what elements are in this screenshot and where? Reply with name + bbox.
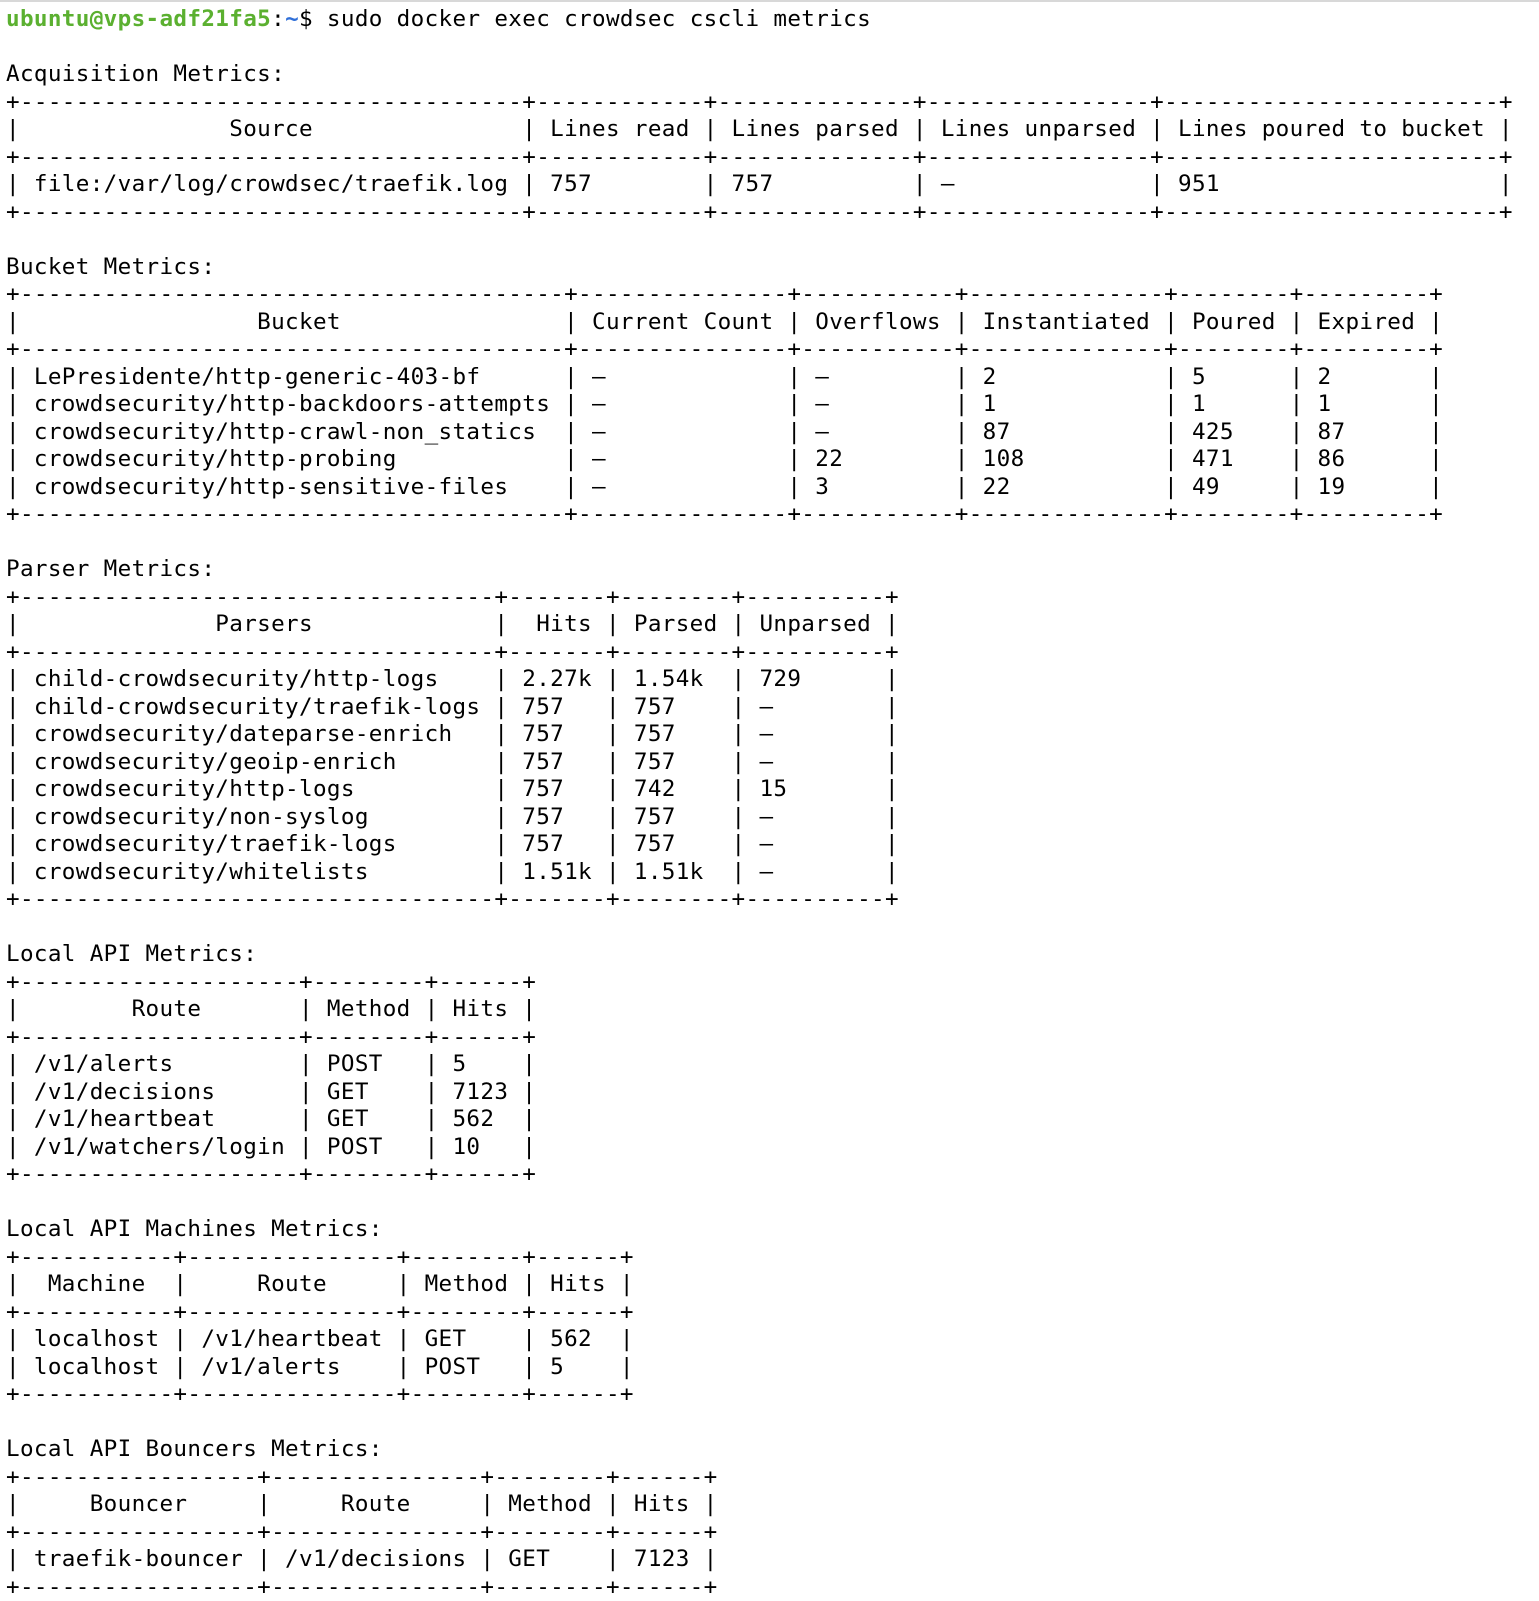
acquisition-metrics-border: +------------------------------------+------------+--------------+----------------+------------------------+ (6, 199, 1513, 227)
bucket-metrics-border: +---------------------------------------+---------------+-----------+--------------+--------+---------+ (6, 501, 1513, 529)
parser-metrics-border: +----------------------------------+-------+--------+----------+ (6, 886, 1513, 914)
acquisition-metrics-title: Acquisition Metrics: (6, 61, 1513, 89)
local-api-machines-metrics-header-row: | Machine | Route | Method | Hits | (6, 1271, 1513, 1299)
local-api-metrics-table-row: | /v1/heartbeat | GET | 562 | (6, 1106, 1513, 1134)
local-api-machines-metrics-table-row: | localhost | /v1/heartbeat | GET | 562 | (6, 1326, 1513, 1354)
prompt-symbol: $ (299, 6, 313, 32)
local-api-machines-metrics-border: +-----------+---------------+--------+------+ (6, 1381, 1513, 1409)
bucket-metrics-border: +---------------------------------------+---------------+-----------+--------------+--------+---------+ (6, 281, 1513, 309)
blank-line (6, 1189, 1513, 1217)
local-api-machines-metrics-table-row: | localhost | /v1/alerts | POST | 5 | (6, 1354, 1513, 1382)
window-top-edge (0, 0, 1539, 2)
local-api-metrics-header-row: | Route | Method | Hits | (6, 996, 1513, 1024)
bucket-metrics-table-row: | crowdsecurity/http-backdoors-attempts | – | – | 1 | 1 | 1 | (6, 391, 1513, 419)
blank-line (6, 1409, 1513, 1437)
bucket-metrics-table-row: | crowdsecurity/http-sensitive-files | – | 3 | 22 | 49 | 19 | (6, 474, 1513, 502)
acquisition-metrics-border: +------------------------------------+------------+--------------+----------------+------------------------+ (6, 144, 1513, 172)
local-api-bouncers-metrics-table-row: | traefik-bouncer | /v1/decisions | GET | 7123 | (6, 1546, 1513, 1574)
prompt-line (6, 6, 1513, 34)
bucket-metrics-table-row: | crowdsecurity/http-probing | – | 22 | 108 | 471 | 86 | (6, 446, 1513, 474)
parser-metrics-table-row: | child-crowdsecurity/traefik-logs | 757 | 757 | – | (6, 694, 1513, 722)
bucket-metrics-table-row: | LePresidente/http-generic-403-bf | – | – | 2 | 5 | 2 | (6, 364, 1513, 392)
blank-line (6, 529, 1513, 557)
parser-metrics-table-row: | crowdsecurity/whitelists | 1.51k | 1.51k | – | (6, 859, 1513, 887)
local-api-metrics-border: +--------------------+--------+------+ (6, 1161, 1513, 1189)
parser-metrics-table-row: | child-crowdsecurity/http-logs | 2.27k | 1.54k | 729 | (6, 666, 1513, 694)
acquisition-metrics-border: +------------------------------------+------------+--------------+----------------+------------------------+ (6, 89, 1513, 117)
parser-metrics-table-row: | crowdsecurity/dateparse-enrich | 757 | 757 | – | (6, 721, 1513, 749)
acquisition-metrics-table-row: | file:/var/log/crowdsec/traefik.log | 757 | 757 | – | 951 | (6, 171, 1513, 199)
bucket-metrics-header-row: | Bucket | Current Count | Overflows | Instantiated | Poured | Expired | (6, 309, 1513, 337)
local-api-bouncers-metrics-border: +-----------------+---------------+--------+------+ (6, 1464, 1513, 1492)
parser-metrics-border: +----------------------------------+-------+--------+----------+ (6, 584, 1513, 612)
prompt-separator: : (271, 6, 285, 32)
local-api-metrics-border: +--------------------+--------+------+ (6, 969, 1513, 997)
prompt-path: ~ (285, 6, 299, 32)
local-api-machines-metrics-border: +-----------+---------------+--------+------+ (6, 1299, 1513, 1327)
blank-line (6, 34, 1513, 62)
bucket-metrics-border: +---------------------------------------+---------------+-----------+--------------+--------+---------+ (6, 336, 1513, 364)
local-api-metrics-table-row: | /v1/decisions | GET | 7123 | (6, 1079, 1513, 1107)
parser-metrics-table-row: | crowdsecurity/http-logs | 757 | 742 | 15 | (6, 776, 1513, 804)
local-api-machines-metrics-border: +-----------+---------------+--------+------+ (6, 1244, 1513, 1272)
parser-metrics-header-row: | Parsers | Hits | Parsed | Unparsed | (6, 611, 1513, 639)
acquisition-metrics-header-row: | Source | Lines read | Lines parsed | Lines unparsed | Lines poured to bucket | (6, 116, 1513, 144)
bucket-metrics-title: Bucket Metrics: (6, 254, 1513, 282)
parser-metrics-border: +----------------------------------+-------+--------+----------+ (6, 639, 1513, 667)
local-api-metrics-table-row: | /v1/watchers/login | POST | 10 | (6, 1134, 1513, 1162)
command-text: sudo docker exec crowdsec cscli metrics (327, 6, 871, 32)
blank-line (6, 914, 1513, 942)
terminal-output[interactable] (6, 6, 1513, 1601)
local-api-bouncers-metrics-header-row: | Bouncer | Route | Method | Hits | (6, 1491, 1513, 1519)
blank-line (6, 226, 1513, 254)
parser-metrics-table-row: | crowdsecurity/traefik-logs | 757 | 757 | – | (6, 831, 1513, 859)
local-api-machines-metrics-title: Local API Machines Metrics: (6, 1216, 1513, 1244)
local-api-bouncers-metrics-border: +-----------------+---------------+--------+------+ (6, 1519, 1513, 1547)
parser-metrics-table-row: | crowdsecurity/geoip-enrich | 757 | 757 | – | (6, 749, 1513, 777)
local-api-metrics-border: +--------------------+--------+------+ (6, 1024, 1513, 1052)
local-api-metrics-table-row: | /v1/alerts | POST | 5 | (6, 1051, 1513, 1079)
local-api-bouncers-metrics-border: +-----------------+---------------+--------+------+ (6, 1574, 1513, 1601)
bucket-metrics-table-row: | crowdsecurity/http-crawl-non_statics | – | – | 87 | 425 | 87 | (6, 419, 1513, 447)
parser-metrics-table-row: | crowdsecurity/non-syslog | 757 | 757 | – | (6, 804, 1513, 832)
local-api-bouncers-metrics-title: Local API Bouncers Metrics: (6, 1436, 1513, 1464)
parser-metrics-title: Parser Metrics: (6, 556, 1513, 584)
prompt-user-host: ubuntu@vps-adf21fa5 (6, 6, 271, 32)
local-api-metrics-title: Local API Metrics: (6, 941, 1513, 969)
